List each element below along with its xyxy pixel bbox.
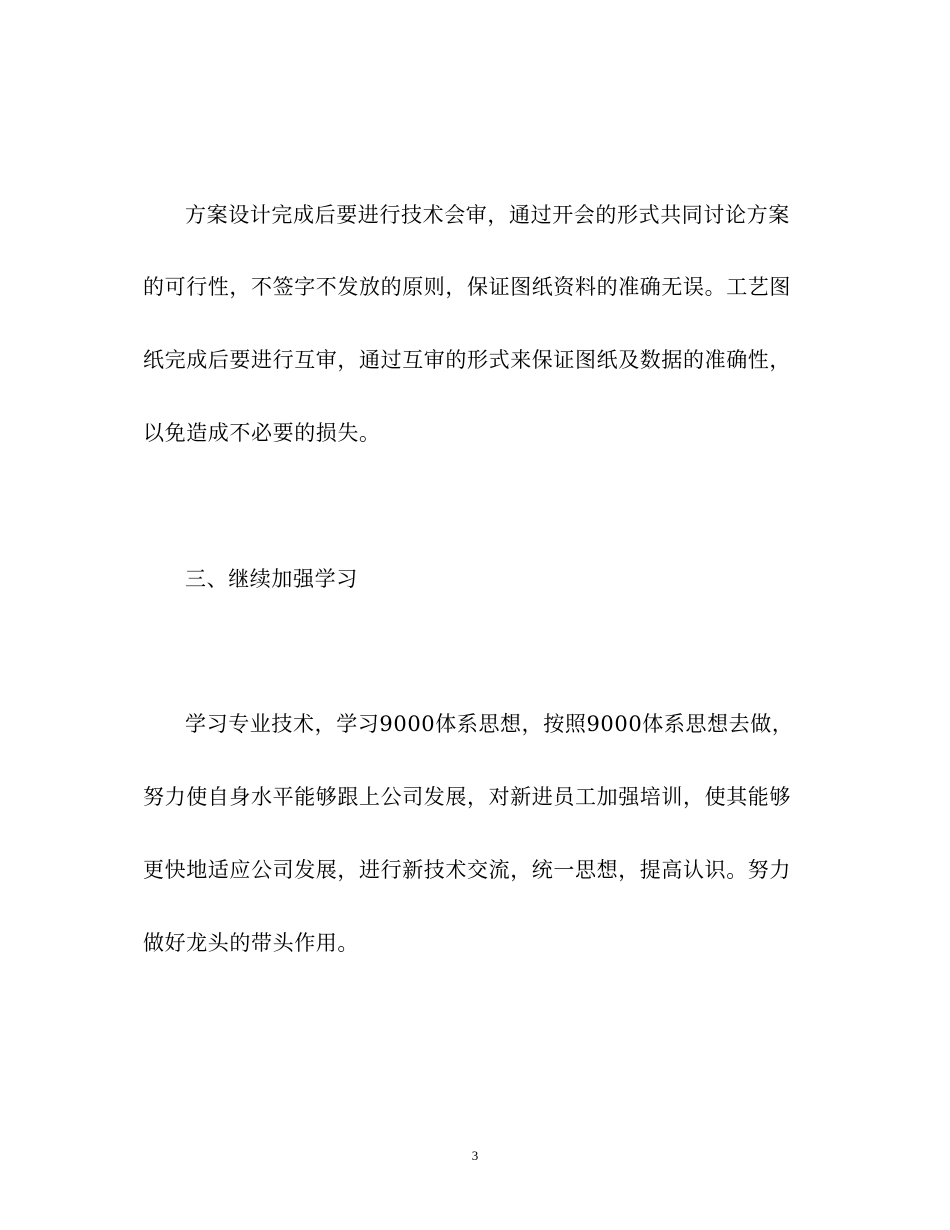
paragraph-1-line-4: 以免造成不必要的损失。 bbox=[143, 421, 381, 445]
paragraph-1-line-3: 纸完成后要进行互审，通过互审的形式来保证图纸及数据的准确性， bbox=[143, 348, 791, 372]
section-heading: 三、继续加强学习 bbox=[185, 567, 358, 591]
paragraph-2-line-4: 做好龙头的带头作用。 bbox=[143, 931, 359, 955]
page-number: 3 bbox=[471, 1148, 479, 1163]
paragraph-2-line-2: 努力使自身水平能够跟上公司发展，对新进员工加强培训，使其能够 bbox=[143, 785, 791, 809]
paragraph-1-line-2: 的可行性，不签字不发放的原则，保证图纸资料的准确无误。工艺图 bbox=[143, 275, 791, 299]
paragraph-2-line-3: 更快地适应公司发展，进行新技术交流，统一思想，提高认识。努力 bbox=[143, 858, 791, 882]
paragraph-1-line-1: 方案设计完成后要进行技术会审，通过开会的形式共同讨论方案 bbox=[185, 203, 790, 227]
paragraph-2-line-1: 学习专业技术，学习9000体系思想，按照9000体系思想去做， bbox=[185, 712, 794, 736]
